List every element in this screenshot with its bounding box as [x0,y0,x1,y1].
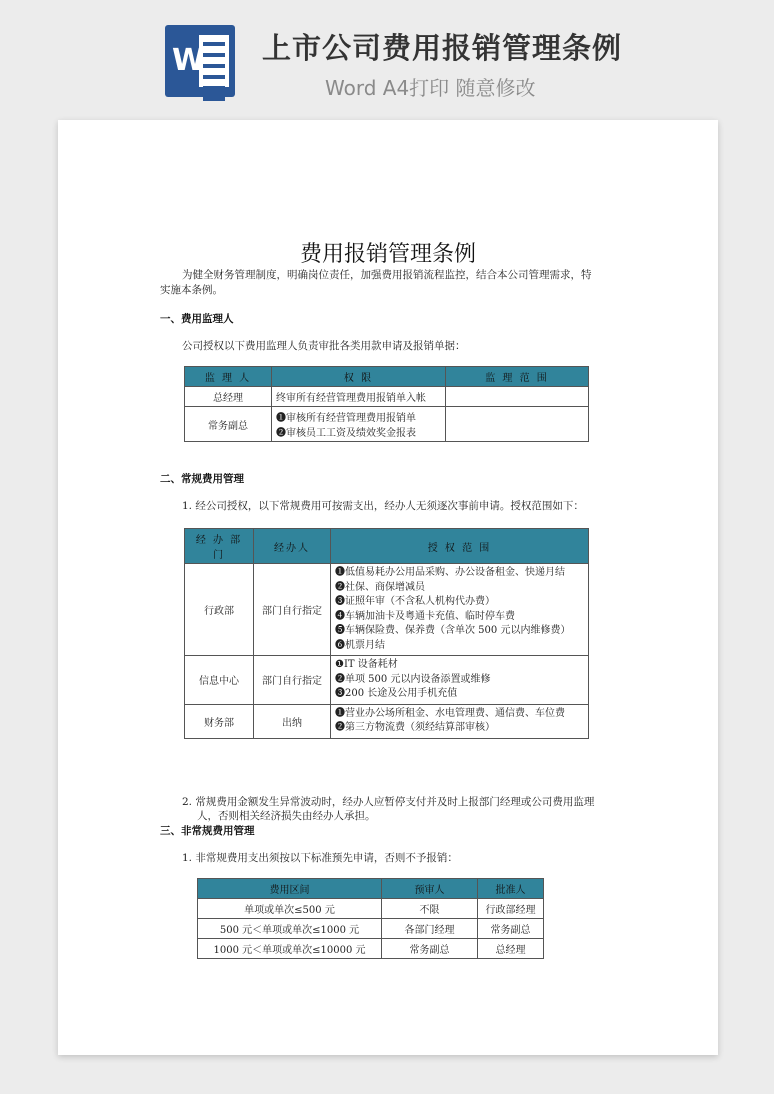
list-item: ❸证照年审（不含私人机构代办费） [335,596,495,607]
section-3-paragraph-1: 1. 非常规费用支出须按以下标准预先申请，否则不予报销： [182,852,458,864]
th-rights: 权 限 [272,367,446,387]
th-range: 费用区间 [198,879,382,899]
section-1-heading: 一、费用监理人 [160,313,234,325]
list-item: ❶IT 设备耗材 [335,659,398,670]
cell-who: 总经理 [185,387,272,407]
table-row [185,387,589,407]
cell-approve: 总经理 [478,939,544,959]
header-subtitle: Word A4打印 随意修改 [325,76,536,100]
cell-range: 1000 元＜单项或单次≤10000 元 [198,939,382,959]
non-routine-expense-table [197,878,544,959]
th-auth-scope: 授 权 范 围 [331,529,589,564]
cell-items [331,564,589,656]
section-3-heading: 三、非常规费用管理 [160,825,255,837]
routine-expense-table [184,528,589,739]
cell-range: 500 元＜单项或单次≤1000 元 [198,919,382,939]
cell-who: 常务副总 [185,407,272,442]
word-document-icon: W [165,25,235,97]
cell-range: 单项或单次≤500 元 [198,899,382,919]
table-row [185,704,589,738]
document-title: 费用报销管理条例 [299,242,476,267]
cell-handler: 部门自行指定 [254,656,331,705]
rights-item: ❶审核所有经营管理费用报销单 [276,413,416,424]
cell-scope [446,387,589,407]
list-item: ❷社保、商保增减员 [335,581,425,593]
cell-approve: 行政部经理 [478,899,544,919]
list-item: ❻机票月结 [335,639,385,651]
th-approver: 批准人 [478,879,544,899]
section-2-paragraph-2-line-1: 2. 常规费用金额发生异常波动时，经办人应暂停支付并及时上报部门经理或公司费用监理 [182,796,595,808]
list-item: ❶营业办公场所租金、水电管理费、通信费、车位费 [335,707,565,719]
cell-rights: 终审所有经营管理费用报销单入帐 [272,387,446,407]
list-item: ❷第三方物流费（须经结算部审核） [335,722,495,733]
th-pre-reviewer: 预审人 [382,879,478,899]
intro-line-2: 实施本条例。 [160,284,223,296]
section-2-paragraph-2-line-2: 人，否则相关经济损失由经办人承担。 [197,810,376,822]
cell-dept: 财务部 [185,704,254,738]
table-row [185,407,589,442]
cell-rights [272,407,446,442]
table-row [198,919,544,939]
cell-pre: 各部门经理 [382,919,478,939]
intro-line-1: 为健全财务管理制度，明确岗位责任，加强费用报销流程监控，结合本公司管理需求，特 [182,269,592,281]
section-2-paragraph-1: 1. 经公司授权，以下常规费用可按需支出，经办人无须逐次事前申请。授权范围如下： [182,500,584,512]
cell-pre: 不限 [382,899,478,919]
cell-approve: 常务副总 [478,919,544,939]
cell-pre: 常务副总 [382,939,478,959]
list-item: ❸200 长途及公用手机充值 [335,688,458,699]
list-item: ❷单项 500 元以内设备添置或维修 [335,673,491,685]
table-row [198,939,544,959]
list-item: ❺车辆保险费、保养费（含单次 500 元以内维修费） [335,625,571,636]
table-row [185,564,589,656]
document-page [58,120,718,1055]
list-item: ❹车辆加油卡及粤通卡充值、临时停车费 [335,610,515,622]
table-row [185,656,589,705]
supervisor-table [184,366,589,442]
cell-scope [446,407,589,442]
cell-items [331,704,589,738]
cell-handler: 部门自行指定 [254,564,331,656]
section-2-heading: 二、常规费用管理 [160,473,244,485]
list-item: ❶低值易耗办公用品采购、办公设备租金、快递月结 [335,567,565,578]
cell-items [331,656,589,705]
table-row [198,899,544,919]
header-title: 上市公司费用报销管理条例 [262,31,623,65]
th-dept: 经 办 部 门 [185,529,254,564]
th-scope: 监 理 范 围 [446,367,589,387]
section-1-paragraph: 公司授权以下费用监理人负责审批各类用款申请及报销单据： [182,340,466,352]
rights-item: ❷审核员工工资及绩效奖金报表 [276,428,416,439]
cell-handler: 出纳 [254,704,331,738]
th-supervisor: 监 理 人 [185,367,272,387]
cell-dept: 行政部 [185,564,254,656]
cell-dept: 信息中心 [185,656,254,705]
header [0,0,774,118]
th-handler: 经办人 [254,529,331,564]
